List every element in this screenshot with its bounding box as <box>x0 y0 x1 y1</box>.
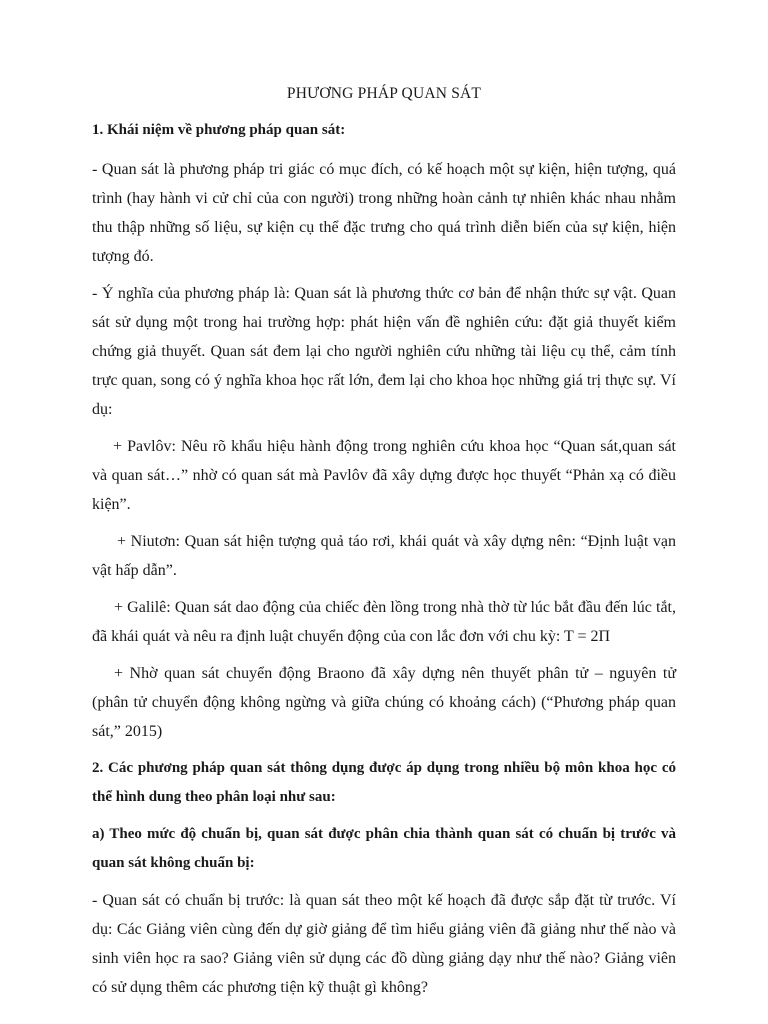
document-title: PHƯƠNG PHÁP QUAN SÁT <box>286 85 482 102</box>
example-brownian: + Nhờ quan sát chuyển động Braono đã xây dựng nên thuyết phân tử – nguyên tử (phân tử chuyển động không ngừng và giữa chúng có khoảng cách) (“Phương pháp quan sát,” 2015) <box>92 665 676 740</box>
example-newton: + Niutơn: Quan sát hiện tượng quả táo rơi, khái quát và xây dựng nên: “Định luật vạn vật hấp dẫn”. <box>92 533 676 579</box>
example-galileo: + Galilê: Quan sát dao động của chiếc đèn lồng trong nhà thờ từ lúc bắt đầu đến lúc tắt, đã khái quát và nêu ra định luật chuyển động của con lắc đơn với chu kỳ: T = 2Π <box>92 599 676 645</box>
meaning-paragraph: - Ý nghĩa của phương pháp là: Quan sát là phương thức cơ bản để nhận thức sự vật. Quan sát sử dụng một trong hai trường hợp: phát hiện vấn đề nghiên cứu: đặt giả thuyết kiểm chứng giả thuyết. Quan sát đem lại cho người nghiên cứu những tài liệu cụ thể, cảm tính trực quan, song có ý nghĩa khoa học rất lớn, đem lại cho khoa học những giá trị thực sự. Ví dụ: <box>92 285 676 418</box>
prepared-observation-paragraph: - Quan sát có chuẩn bị trước: là quan sát theo một kế hoạch đã được sắp đặt từ trước. Ví dụ: Các Giảng viên cùng đến dự giờ giảng để tìm hiểu giảng viên đã giảng như thế nào và sinh viên học ra sao? Giảng viên sử dụng các đồ dùng giảng dạy như thế nào? Giảng viên có sử dụng thêm các phương tiện kỹ thuật gì không? <box>92 892 676 996</box>
definition-paragraph: - Quan sát là phương pháp tri giác có mục đích, có kế hoạch một sự kiện, hiện tượng, quá trình (hay hành vi cử chỉ của con người) trong những hoàn cảnh tự nhiên khác nhau nhằm thu thập những số liệu, sự kiện cụ thể đặc trưng cho quá trình diễn biến của sự kiện, hiện tượng đó. <box>92 161 676 265</box>
section-2a-subheading: a) Theo mức độ chuẩn bị, quan sát được phân chia thành quan sát có chuẩn bị trước và quan sát không chuẩn bị: <box>92 826 676 871</box>
section-1-heading: 1. Khái niệm về phương pháp quan sát: <box>92 122 346 138</box>
section-2-heading: 2. Các phương pháp quan sát thông dụng được áp dụng trong nhiều bộ môn khoa học có thể hình dung theo phân loại như sau: <box>92 760 676 805</box>
example-pavlov: + Pavlôv: Nêu rõ khẩu hiệu hành động trong nghiên cứu khoa học “Quan sát,quan sát và quan sát…” nhờ có quan sát mà Pavlôv đã xây dựng được học thuyết “Phản xạ có điều kiện”. <box>92 438 676 513</box>
document-page <box>92 84 676 1010</box>
